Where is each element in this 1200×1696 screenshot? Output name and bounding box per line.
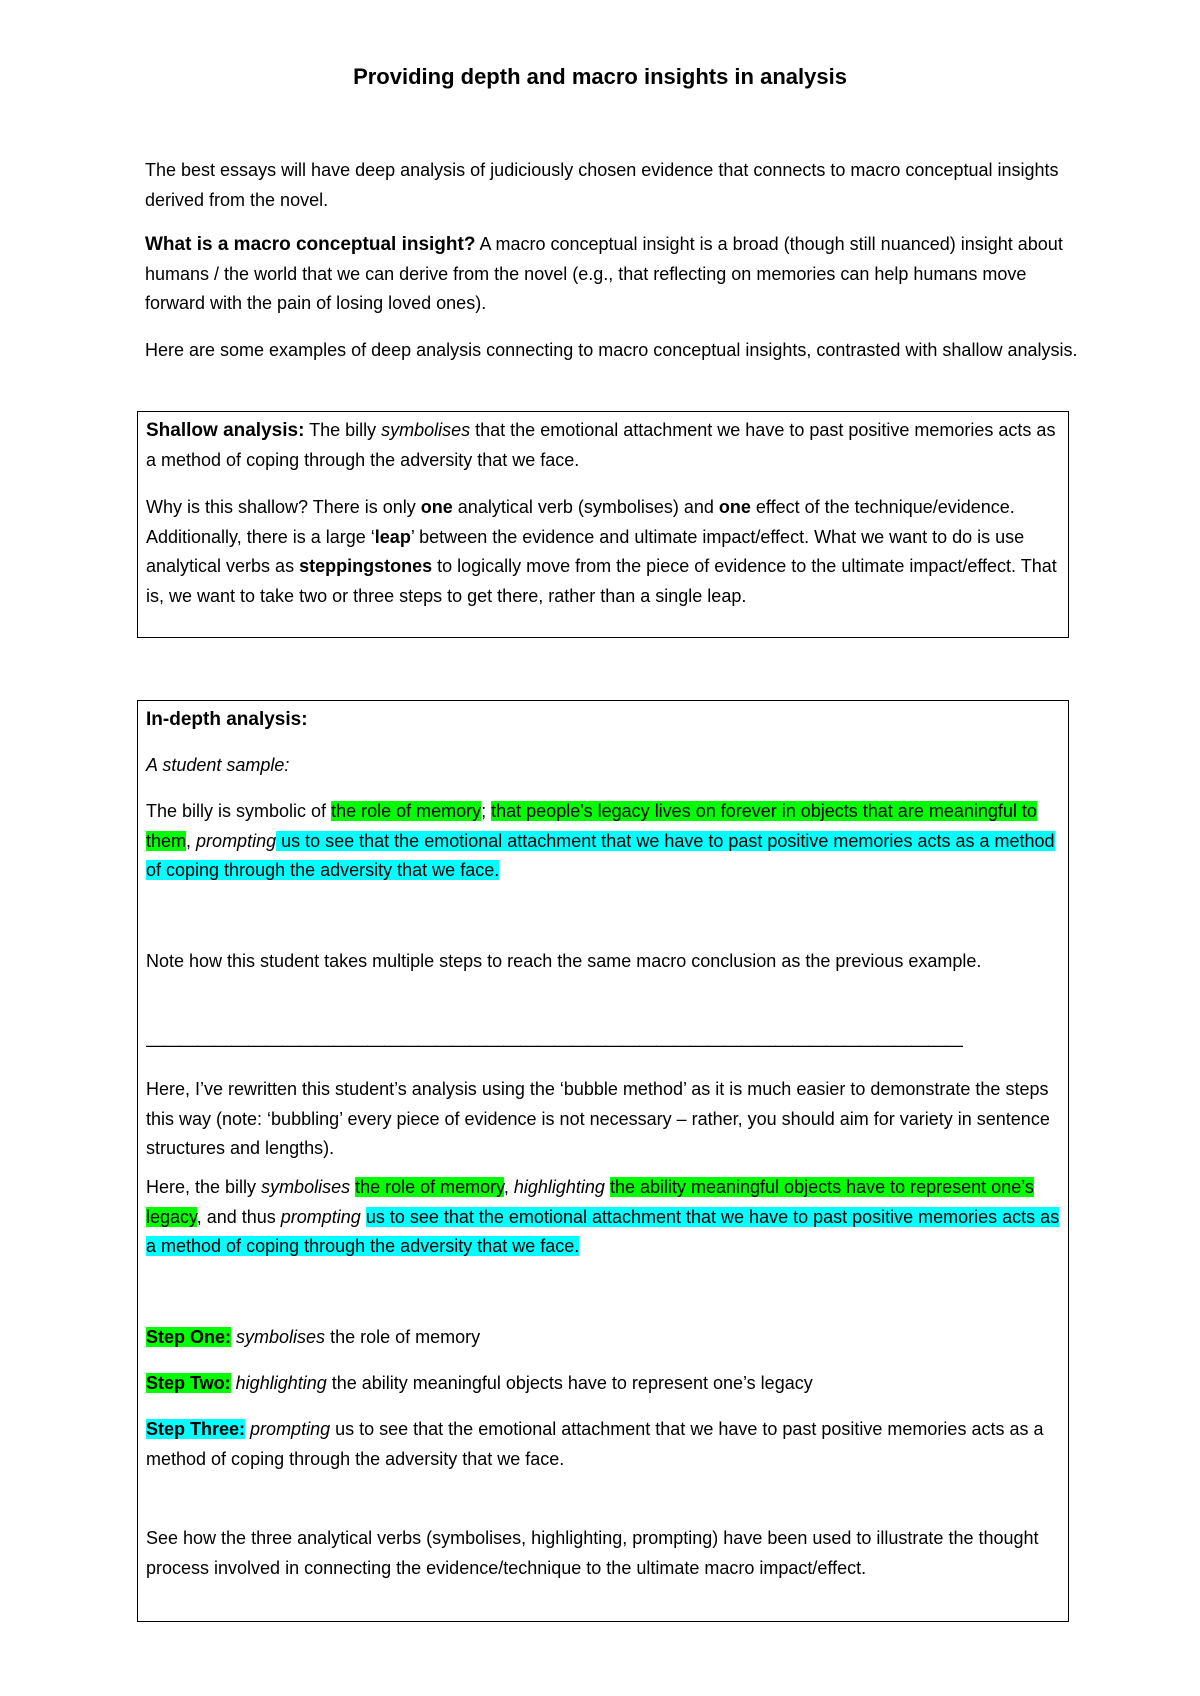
examples-intro-paragraph: Here are some examples of deep analysis connecting to macro conceptual insights, contrasted with shallow analysis. [145, 340, 1078, 360]
bubble-method-paragraph: Here, the billy symbolises the role of memory, highlighting the ability meaningful objects have to represent one’s legacy, and thus prompting us to see that the emotional attachment that we have to past positive memories acts as a method of coping through the adversity that we face. [146, 1177, 1060, 1256]
macro-answer: A macro conceptual insight is a broad (though still nuanced) insight about humans / the world that we can derive from the novel (e.g., that reflecting on memories can help humans move forward with the pain of losing loved ones). [145, 234, 1063, 313]
student-sample-label: A student sample: [146, 755, 290, 775]
shallow-example: Shallow analysis: The billy symbolises that the emotional attachment we have to past positive memories acts as a method of coping through the adversity that we face. [146, 420, 1056, 470]
step-one: Step One: symbolises the role of memory [146, 1327, 481, 1347]
indepth-analysis-box [137, 700, 1069, 1622]
shallow-explanation: Why is this shallow? There is only one analytical verb (symbolises) and one effect of the technique/evidence. Additionally, there is a large ‘leap’ between the evidence and ultimate impact/effect. What we want to do is use analytical verbs as steppingstones to logically move from the piece of evidence to the ultimate impact/effect. That is, we want to take two or three steps to get there, rather than a single leap. [146, 497, 1057, 606]
macro-question: What is a macro conceptual insight? [145, 234, 476, 255]
macro-definition-paragraph [145, 230, 1080, 319]
shallow-analysis-box [137, 411, 1069, 638]
rewrite-paragraph: Here, I’ve rewritten this student’s analysis using the ‘bubble method’ as it is much easier to demonstrate the steps this way (note: ‘bubbling’ every piece of evidence is not necessary – rather, you should aim for variety in sentence structures and lengths). [146, 1079, 1050, 1158]
conclusion-paragraph: See how the three analytical verbs (symbolises, highlighting, prompting) have been used to illustrate the thought process involved in connecting the evidence/technique to the ultimate macro impact/effect. [146, 1528, 1039, 1578]
step-two: Step Two: highlighting the ability meaningful objects have to represent one’s legacy [146, 1373, 813, 1393]
shallow-label: Shallow analysis: [146, 420, 305, 441]
step-three: Step Three: prompting us to see that the emotional attachment that we have to past positive memories acts as a method of coping through the adversity that we face. [146, 1419, 1044, 1469]
indepth-label: In-depth analysis: [146, 709, 308, 730]
intro-paragraph: The best essays will have deep analysis of judiciously chosen evidence that connects to macro conceptual insights derived from the novel. [145, 160, 1059, 210]
student-sample-paragraph: The billy is symbolic of the role of memory; that people's legacy lives on forever in objects that are meaningful to them, prompting us to see that the emotional attachment that we have to past positive memories acts as a method of coping through the adversity that we face. [146, 801, 1055, 880]
divider-line: ———————————————————————————————————————————————— [146, 1035, 962, 1055]
page-title: Providing depth and macro insights in analysis [353, 64, 847, 89]
note-paragraph: Note how this student takes multiple steps to reach the same macro conclusion as the previous example. [146, 951, 982, 971]
